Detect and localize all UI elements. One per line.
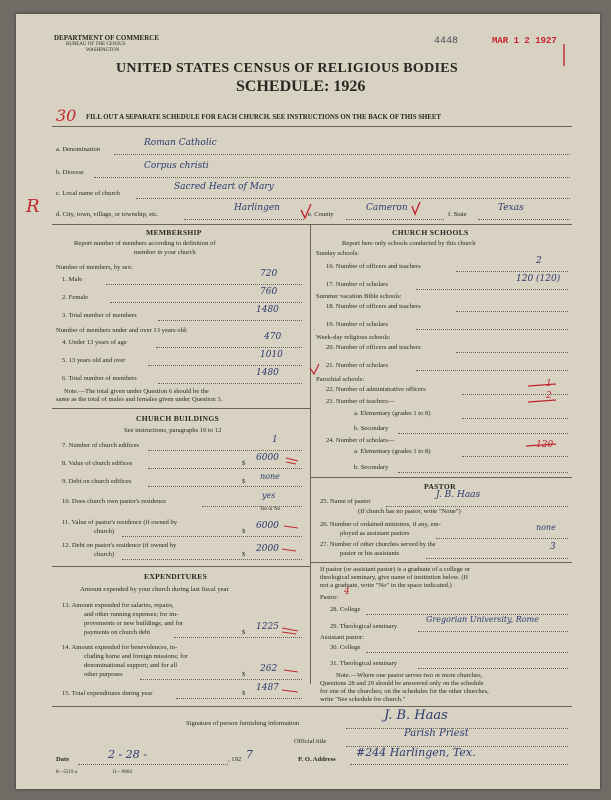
- signature-value: J. B. Haas: [384, 708, 448, 723]
- print-code-2: 11—9664: [112, 770, 132, 775]
- pastor-note-2: Questions 28 and 29 should be answered only on the schedule: [320, 680, 484, 687]
- official-title-value: Parish Priest: [404, 728, 469, 739]
- instructions: FILL OUT A SEPARATE SCHEDULE FOR EACH CHURCH. SEE INSTRUCTIONS ON THE BACK OF THIS SHEET: [86, 114, 441, 121]
- check-mark-q8: [286, 458, 298, 464]
- q13-label-c: provements or new buildings; and for: [84, 620, 184, 627]
- check-mark-city: [301, 204, 311, 218]
- q26-label-b: ployed as assistant pastors: [340, 530, 410, 537]
- q12-label-b: church): [94, 551, 115, 558]
- q23a-label: a. Elementary (grades 1 to 8): [354, 410, 431, 417]
- expenditures-title: EXPENDITURES: [144, 572, 208, 581]
- diocese-value: Corpus christi: [144, 161, 209, 171]
- schools-title: CHURCH SCHOOLS: [392, 228, 469, 237]
- q24b-label: b. Secondary: [354, 464, 389, 471]
- pastor-note-3: for one of the churches; on the schedules for the other churches,: [320, 688, 489, 695]
- buildings-sub: See instructions, paragraphs 10 to 12: [124, 427, 222, 434]
- q2-value: 760: [260, 287, 278, 297]
- pastor-title: PASTOR: [424, 482, 456, 491]
- check-mark-q13: [282, 628, 298, 634]
- q5-value: 1010: [260, 350, 283, 360]
- q10-label: 10. Does church own pastor's residence: [62, 498, 167, 505]
- q9-label: 9. Debt on church edifices: [62, 478, 132, 485]
- q27-value: 3: [550, 542, 556, 552]
- q11-label-b: church): [94, 528, 115, 535]
- denomination-label: a. Denomination: [56, 146, 100, 153]
- check-mark-q15: [282, 690, 298, 692]
- dept-name: DEPARTMENT OF COMMERCE: [54, 34, 160, 42]
- q25-label: 25. Name of pastor: [320, 498, 371, 505]
- q8-value: 6000: [256, 453, 279, 463]
- q11-label-a: 11. Value of pastor's residence (if owned by: [62, 519, 178, 526]
- year-prefix: , 192: [228, 756, 242, 763]
- q13-label-b: and other running expenses; for im-: [84, 611, 179, 618]
- official-title-label: Official title: [294, 738, 327, 745]
- q23b-label: b. Secondary: [354, 425, 389, 432]
- q22-label: 22. Number of administrative officers: [326, 386, 426, 393]
- q14-label-d: other purposes: [84, 671, 123, 678]
- expenditures-sub: Amount expended by your church during last fiscal year: [80, 586, 229, 593]
- form-subtitle: SCHEDULE: 1926: [236, 78, 366, 95]
- q14-value: 262: [260, 664, 278, 674]
- q9-value: none: [260, 472, 280, 481]
- q6-value: 1480: [256, 368, 279, 378]
- q18-label: 18. Number of officers and teachers: [326, 303, 421, 310]
- q27-label-b: pastor or his assistants: [340, 550, 400, 557]
- check-mark-schools: [526, 384, 556, 446]
- q14-dollar: $: [242, 671, 246, 678]
- q4-label: 4. Under 13 years of age: [62, 339, 127, 346]
- check-mark-q12: [282, 549, 296, 551]
- grad-note-2: theological seminary, give name of institution below. (If: [320, 574, 469, 581]
- sunday-head: Sunday schools:: [316, 250, 360, 257]
- membership-note-2: same as the total of males and females given under Question 3.: [56, 396, 223, 403]
- date-label: Date: [56, 756, 70, 763]
- denomination-value: Roman Catholic: [144, 138, 217, 148]
- q13-label-a: 13. Amount expended for salaries, repairs,: [62, 602, 174, 609]
- grad-note-1: If pastor (or assistant pastor) is a graduate of a college or: [320, 566, 470, 573]
- check-mark-q14: [284, 670, 298, 672]
- q16-value: 2: [536, 256, 542, 266]
- q14-label-c: denominational support; and for all: [84, 662, 178, 669]
- q12-value: 2000: [256, 544, 279, 554]
- date-value: 2 - 28 -: [108, 748, 147, 761]
- year-value: 7: [246, 748, 253, 761]
- q9-dollar: $: [242, 478, 246, 485]
- membership-note-1: Note.—The total given under Question 6 should be the: [64, 388, 209, 395]
- membership-title: MEMBERSHIP: [146, 228, 202, 237]
- membership-intro-2: member in your church: [134, 249, 196, 256]
- q27-label-a: 27. Number of other churches served by the: [320, 541, 436, 548]
- schools-sub: Report here only schools conducted by this church: [342, 240, 476, 247]
- q12-dollar: $: [242, 551, 246, 558]
- q15-value: 1487: [256, 683, 279, 693]
- county-label: e. County: [308, 211, 334, 218]
- signature-label: Signature of person furnishing information: [186, 720, 300, 727]
- q26-value: none: [536, 523, 556, 532]
- by-sex-head: Number of members, by sex:: [56, 264, 133, 271]
- q3-label: 3. Total number of members: [62, 312, 137, 319]
- pastor-sublabel: Pastor:: [320, 594, 339, 601]
- q16-label: 16. Number of officers and teachers: [326, 263, 421, 270]
- q3-value: 1480: [256, 305, 279, 315]
- pastor-mark: 4: [344, 587, 350, 597]
- q17-label: 17. Number of scholars: [326, 281, 388, 288]
- parochial-head: Parochial schools:: [316, 376, 365, 383]
- city-label: d. City, town, village, or township, etc.: [56, 211, 159, 218]
- q8-label: 8. Value of church edifices: [62, 460, 133, 467]
- census-schedule-sheet: [16, 14, 600, 789]
- q24-label: 24. Number of scholars—: [326, 437, 395, 444]
- po-address-value: #244 Harlingen, Tex.: [356, 746, 476, 759]
- pastor-note-4: write "See schedule for church.": [320, 696, 406, 703]
- q14-label-b: cluding home and foreign missions; for: [84, 653, 188, 660]
- q31-label: 31. Theological seminary: [330, 660, 398, 667]
- q25-value: J. B. Haas: [436, 490, 481, 500]
- q11-dollar: $: [242, 528, 246, 535]
- state-value: Texas: [498, 203, 524, 213]
- yes-no-hint: Yes or No: [260, 507, 281, 512]
- q13-value: 1225: [256, 622, 279, 632]
- q7-value: 1: [272, 435, 278, 445]
- q26-label-a: 26. Number of ordained ministers, if any, em-: [320, 521, 441, 528]
- margin-note-r: R: [26, 196, 40, 217]
- q1-label: 1. Male: [62, 276, 83, 283]
- check-mark-q11: [284, 526, 298, 528]
- q30-label: 30. College: [330, 644, 361, 651]
- q6-label: 6. Total number of members: [62, 375, 137, 382]
- q19-label: 19. Number of scholars: [326, 321, 388, 328]
- q25-note: (If church has no pastor, write "None"): [358, 508, 461, 515]
- print-code: 8—5519 a: [56, 770, 77, 775]
- pastor-note-1: Note.—Where one pastor serves two or more churches,: [336, 672, 483, 679]
- age-head: Number of members under and over 13 years old:: [56, 327, 188, 334]
- q2-label: 2. Female: [62, 294, 89, 301]
- church-name-label: c. Local name of church: [56, 190, 120, 197]
- q10-value: yes: [262, 491, 276, 500]
- membership-intro-1: Report number of members according to definition of: [74, 240, 216, 247]
- q14-label-a: 14. Amount expended for benevolences, in-: [62, 644, 178, 651]
- q20-label: 20. Number of officers and teachers: [326, 344, 421, 351]
- q1-value: 720: [260, 269, 278, 279]
- q4-value: 470: [264, 332, 282, 342]
- city-value: Harlingen: [234, 203, 280, 213]
- church-name-value: Sacred Heart of Mary: [174, 182, 274, 192]
- q29-label: 29. Theological seminary: [330, 623, 398, 630]
- vacation-head: Summer vacation Bible schools:: [316, 293, 402, 300]
- city-name: WASHINGTON: [86, 48, 120, 53]
- q7-label: 7. Number of church edifices: [62, 442, 140, 449]
- q13-label-d: payments on church debt: [84, 629, 151, 636]
- q23a-value: 2: [546, 391, 552, 401]
- q17-value: 120 (120): [516, 274, 561, 284]
- q5-label: 5. 13 years old and over: [62, 357, 126, 364]
- q11-value: 6000: [256, 521, 279, 531]
- bureau-name: BUREAU OF THE CENSUS: [66, 42, 126, 47]
- buildings-title: CHURCH BUILDINGS: [136, 414, 220, 423]
- check-mark-q6: [310, 364, 319, 374]
- q13-dollar: $: [242, 629, 246, 636]
- county-value: Cameron: [366, 203, 408, 213]
- assistant-sublabel: Assistant pastor:: [320, 634, 364, 641]
- q29-value: Gregorian University, Rome: [426, 615, 539, 624]
- q15-label: 15. Total expenditures during year: [62, 690, 153, 697]
- q22-value: 1: [546, 379, 552, 389]
- q8-dollar: $: [242, 460, 246, 467]
- stamp-number: 4448: [434, 36, 459, 47]
- q24a-value: 120: [536, 440, 554, 450]
- po-address-label: P. O. Address: [298, 756, 336, 763]
- q23-label: 23. Number of teachers—: [326, 398, 395, 405]
- diocese-label: b. Diocese: [56, 169, 84, 176]
- weekday-head: Week-day religious schools:: [316, 334, 391, 341]
- form-title: UNITED STATES CENSUS OF RELIGIOUS BODIES: [116, 61, 459, 76]
- q12-label-a: 12. Debt on pastor's residence (if owned by: [62, 542, 177, 549]
- margin-note-30: 30: [56, 106, 77, 125]
- q15-dollar: $: [242, 690, 246, 697]
- state-label: f. State: [448, 211, 467, 218]
- q28-label: 28. College: [330, 606, 361, 613]
- q21-label: 21. Number of scholars: [326, 362, 388, 369]
- check-mark-county: [412, 202, 420, 214]
- received-stamp: MAR 1 2 1927: [492, 36, 557, 46]
- red-check-marks: [16, 14, 600, 789]
- grad-note-3: not a graduate, write "No" in the space indicated.): [320, 582, 452, 589]
- q24a-label: a. Elementary (grades 1 to 8): [354, 448, 431, 455]
